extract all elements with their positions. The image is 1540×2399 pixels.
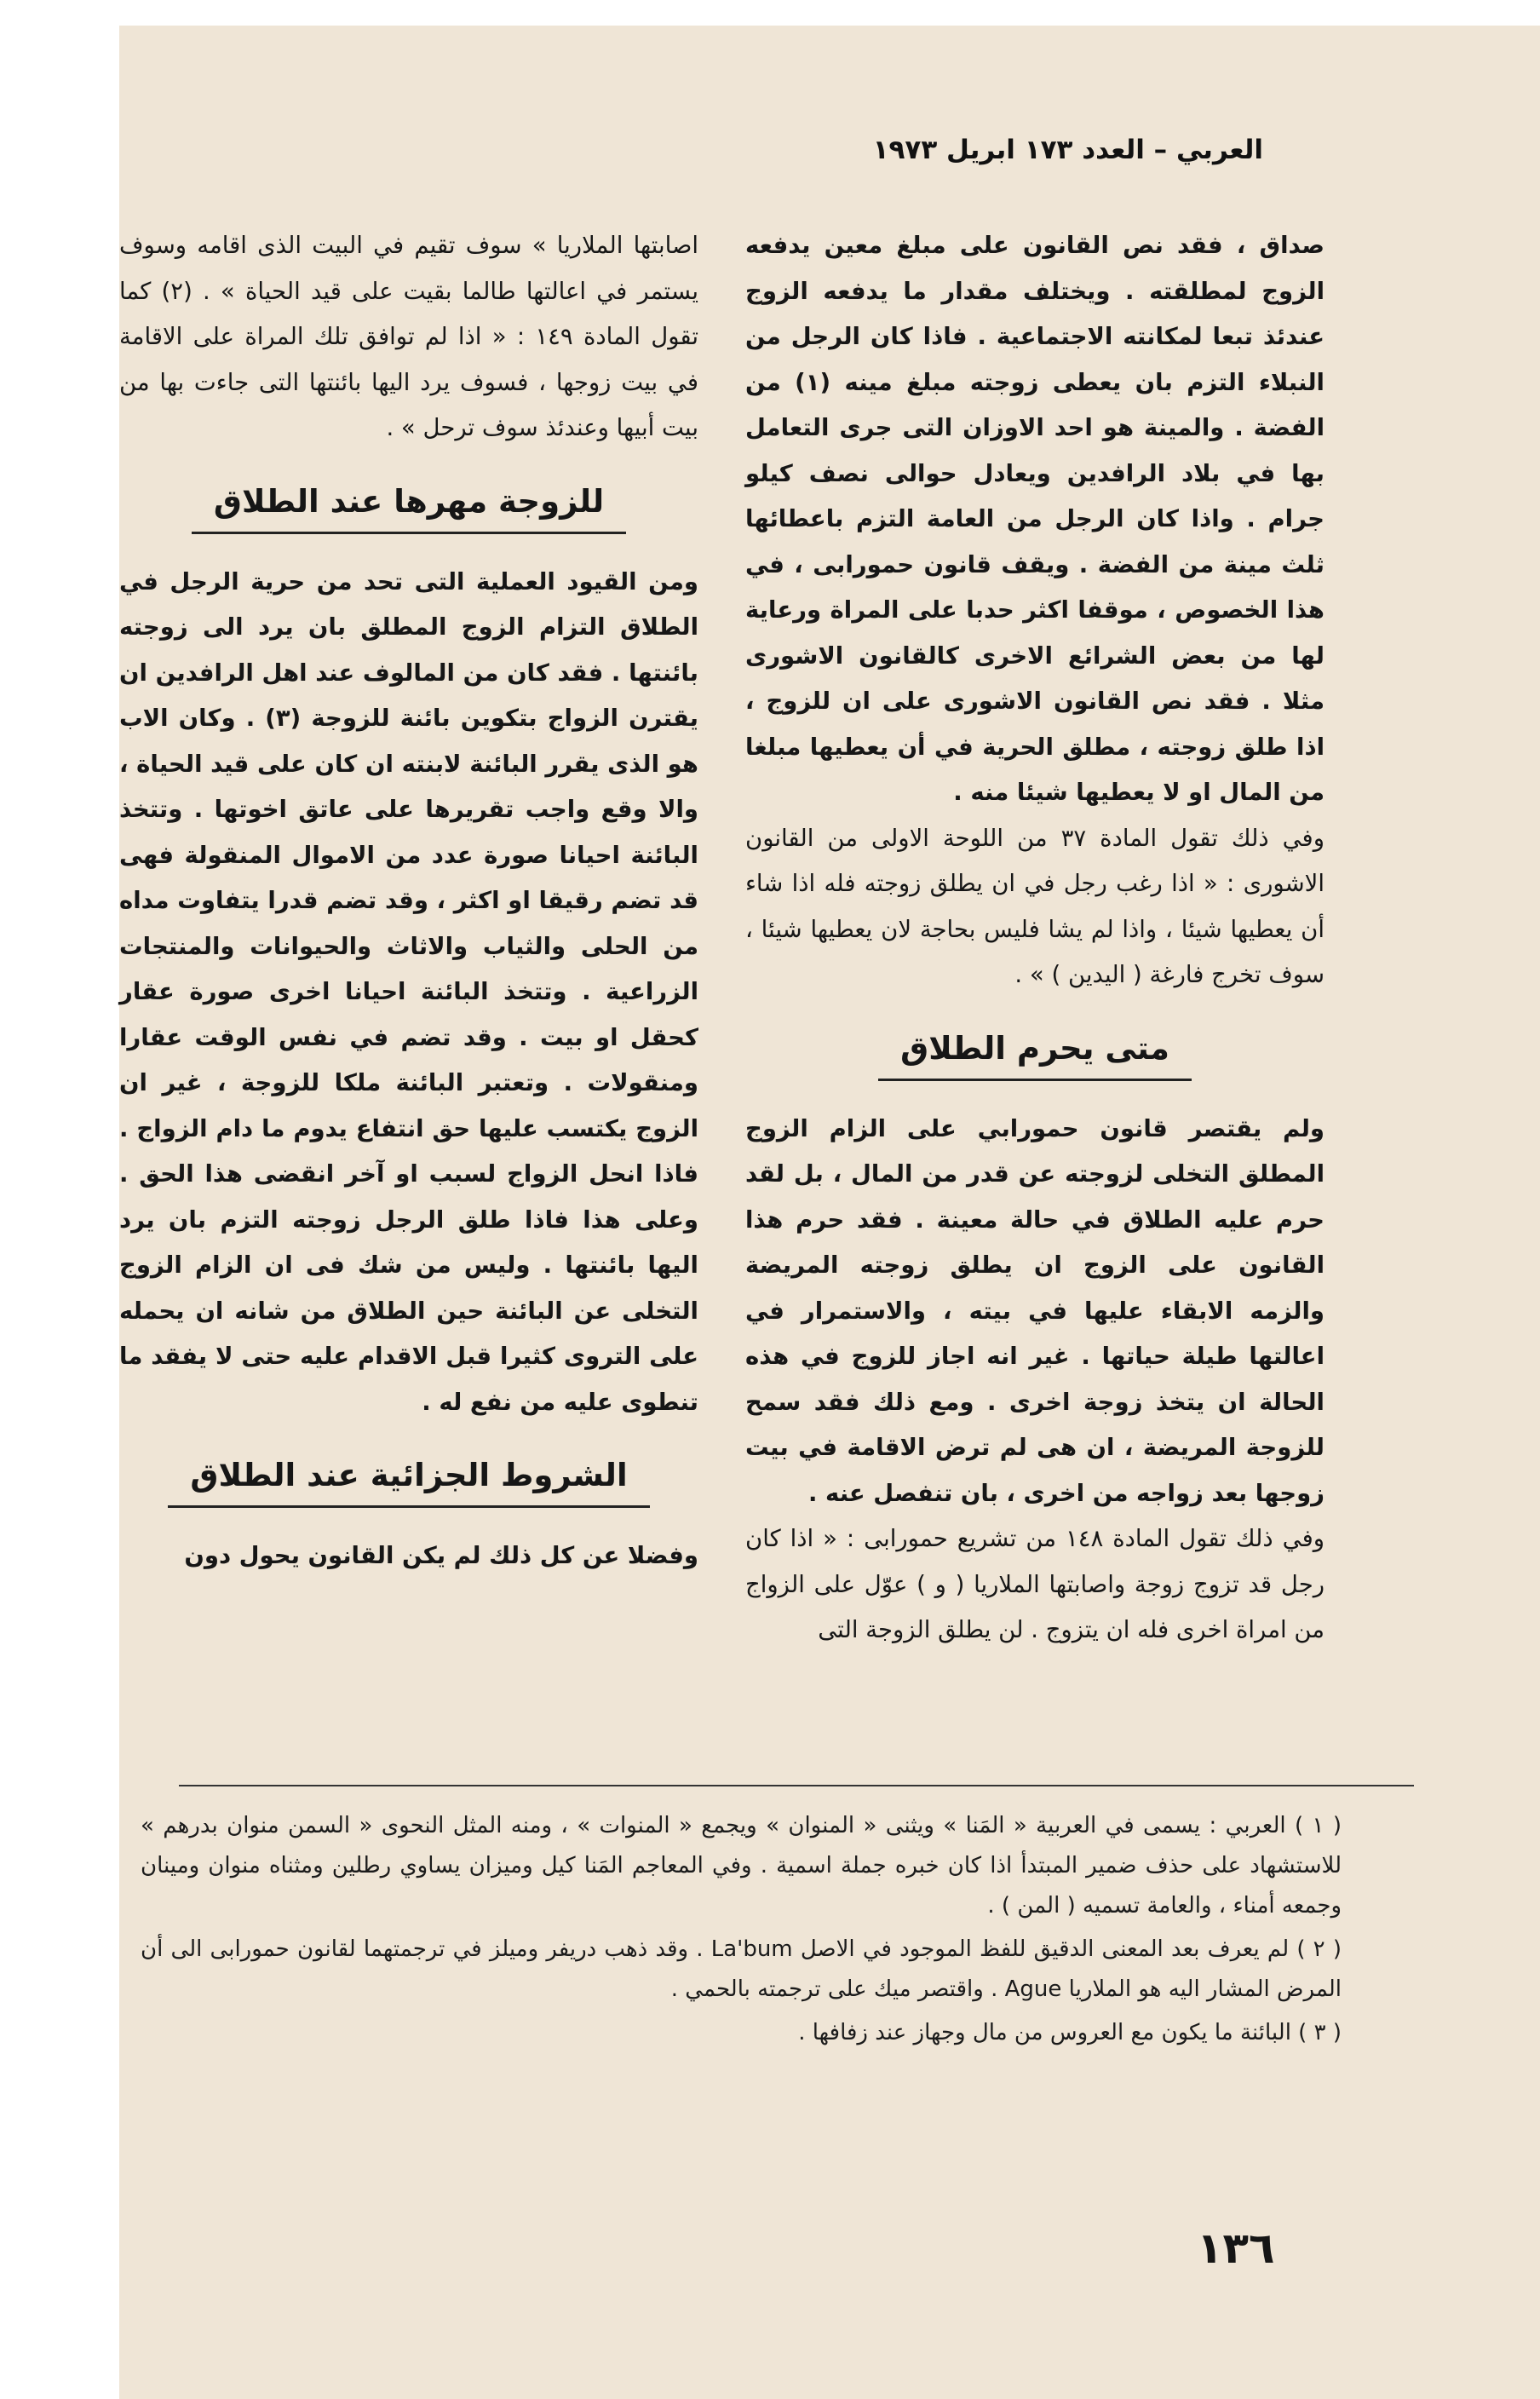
body-paragraph: ومن القيود العملية التى تحد من حرية الرجل في الطلاق التزام الزوج المطلق بان يرد الى زوجته بائنتها . فقد كان من المالوف عند اهل الرافدين ان يقترن الزواج بتكوين بائنة للزوجة (٣) . وكان الاب هو الذى يقرر البائنة لابنته ان كان على قيد الحياة ، والا وقع واجب تقريرها على عاتق اخوتها . وتتخذ البائنة احيانا صورة عدد من الاموال المنقولة فهى قد تضم رقيقا او اكثر ، وقد تضم قدرا يتفاوت مداه من الحلى والثياب والاثاث والحيوانات والمنتجات الزراعية . وتتخذ البائنة احيانا اخرى صورة عقار كحقل او بيت . وقد تضم في نفس الوقت عقارا ومنقولات . وتعتبر البائنة ملكا للزوجة ، غير ان الزوج يكتسب عليها حق انتفاع يدوم ما دام الزواج . فاذا انحل الزواج لسبب او آخر انقضى هذا الحق . وعلى هذا فاذا طلق الرجل زوجته التزم بان يرد اليها بائنتها . وليس من شك فى ان الزام الزوج التخلى عن البائنة حين الطلاق من شانه ان يحمله على التروى كثيرا قبل الاقدام عليه حتى لا يفقد ما تنطوى عليه من نفع له .: [119, 567, 698, 1416]
left-column: [119, 223, 698, 1579]
footnotes: [141, 1806, 1342, 2057]
footnote: ( ١ ) العربي : يسمى في العربية « المَنا » ويثنى « المنوان » ويجمع « المنوات » ، ومنه المثل النحوى « السمن منوان بدرهم » للاستشهاد على حذف ضمير المبتدأ اذا كان خبره جملة اسمية . وفي المعاجم المَنا كيل وميزان يساوي رطلين ومثناه منوان ومينان وجمعه أمناء ، والعامة تسميه ( المن ) .: [141, 1813, 1342, 1919]
section-heading: للزوجة مهرها عند الطلاق: [192, 480, 626, 534]
quote-paragraph: وفي ذلك تقول المادة ٣٧ من اللوحة الاولى من القانون الاشورى : « اذا رغب رجل في ان يطلق زوجته فله اذا شاء أن يعطيها شيئا ، واذا لم يشا فليس بحاجة لان يعطيها شيئا ، سوف تخرج فارغة ( اليدين ) » .: [745, 824, 1325, 988]
section-heading: متى يحرم الطلاق: [878, 1027, 1192, 1081]
body-paragraph: ولم يقتصر قانون حمورابي على الزام الزوج المطلق التخلى لزوجته عن قدر من المال ، بل لقد حرم عليه الطلاق في حالة معينة . فقد حرم هذا القانون على الزوج ان يطلق زوجته المريضة والزمه الابقاء عليها في بيته ، والاستمرار في اعالتها طيلة حياتها . غير انه اجاز للزوج في هذه الحالة ان يتخذ زوجة اخرى . ومع ذلك فقد سمح للزوجة المريضة ، ان هى لم ترض الاقامة في بيت زوجها بعد زواجه من اخرى ، بان تنفصل عنه .: [745, 1114, 1325, 1507]
body-paragraph: صداق ، فقد نص القانون على مبلغ معين يدفعه الزوج لمطلقته . ويختلف مقدار ما يدفعه الزوج عندئذ تبعا لمكانته الاجتماعية . فاذا كان الرجل من النبلاء التزم بان يعطى زوجته مبلغ مينه (١) من الفضة . والمينة هو احد الاوزان التى جرى التعامل بها في بلاد الرافدين ويعادل حوالى نصف كيلو جرام . واذا كان الرجل من العامة التزم باعطائها ثلث مينة من الفضة . ويقف قانون حمورابى ، في هذا الخصوص ، موقفا اكثر حدبا على المراة ورعاية لها من بعض الشرائع الاخرى كالقانون الاشورى مثلا . فقد نص القانون الاشورى على ان للزوج ، اذا طلق زوجته ، مطلق الحرية في أن يعطيها مبلغا من المال او لا يعطيها شيئا منه .: [745, 232, 1325, 806]
footnote: ( ٢ ) لم يعرف بعد المعنى الدقيق للفظ الموجود في الاصل La'bum . وقد ذهب دريفر وميلز في ترجمتهما لقانون حمورابى الى أن المرض المشار اليه هو الملاريا Ague . واقتصر ميك على ترجمته بالحمي .: [141, 1936, 1342, 2002]
right-column: [745, 223, 1325, 1654]
footnote: ( ٣ ) البائنة ما يكون مع العروس من مال وجهاز عند زفافها .: [798, 2020, 1342, 2045]
quote-paragraph: اصابتها الملاريا » سوف تقيم في البيت الذى اقامه وسوف يستمر في اعالتها طالما بقيت على قيد الحياة » . (٢) كما تقول المادة ١٤٩ : « اذا لم توافق تلك المراة على الاقامة في بيت زوجها ، فسوف يرد اليها بائنتها التى جاءت بها من بيت أبيها وعندئذ سوف ترحل » .: [119, 232, 699, 441]
body-paragraph: وفضلا عن كل ذلك لم يكن القانون يحول دون: [184, 1542, 698, 1569]
page-number: ١٣٦: [1197, 2224, 1275, 2273]
quote-paragraph: وفي ذلك تقول المادة ١٤٨ من تشريع حمورابى : « اذا كان رجل قد تزوج زوجة واصابتها الملاريا ( و ) عوّل على الزواج من امراة اخرى فله ان يتزوج . لن يطلق الزوجة التى: [745, 1525, 1325, 1643]
running-head: العربي – العدد ١٧٣ ابريل ١٩٧٣: [872, 135, 1263, 165]
footnote-divider: [179, 1785, 1414, 1786]
section-heading: الشروط الجزائية عند الطلاق: [168, 1454, 649, 1508]
